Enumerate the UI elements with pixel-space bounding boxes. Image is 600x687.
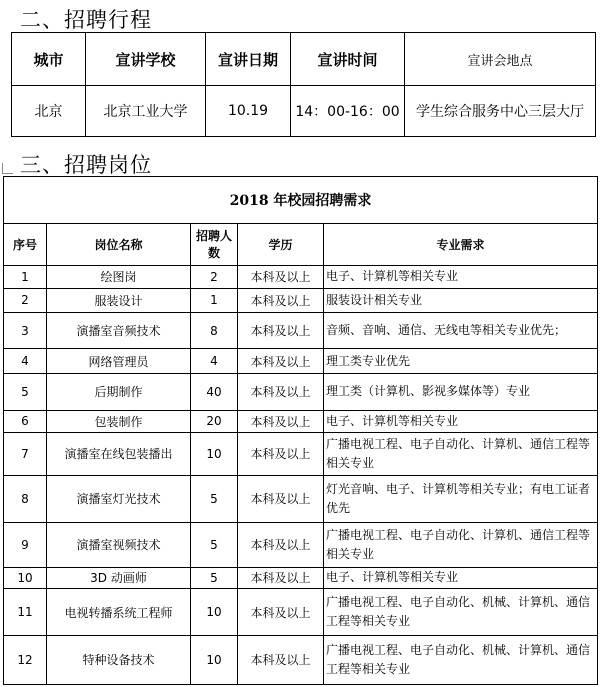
schedule-city: 北京 [12, 86, 86, 137]
position-major: 电子、计算机等相关专业 [324, 410, 598, 432]
position-major: 灯光音响、电子、计算机等相关专业；有电工证者优先 [324, 475, 598, 522]
header-venue: 宣讲会地点 [405, 33, 596, 86]
position-major: 服装设计相关专业 [324, 289, 598, 312]
header-date: 宣讲日期 [206, 33, 291, 86]
position-count: 10 [191, 635, 238, 684]
position-major: 广播电视工程、电子自动化、机械、计算机、通信工程等相关专业 [324, 635, 598, 684]
position-name: 网络管理员 [47, 349, 191, 373]
position-count: 10 [191, 432, 238, 475]
position-name: 演播室视频技术 [47, 522, 191, 567]
position-major: 广播电视工程、电子自动化、机械、计算机、通信工程等相关专业 [324, 589, 598, 636]
position-count: 1 [191, 289, 238, 312]
position-education: 本科及以上 [238, 475, 324, 522]
header-major: 专业需求 [324, 223, 598, 265]
position-count: 20 [191, 410, 238, 432]
schedule-header-row [12, 33, 596, 86]
header-school: 宣讲学校 [86, 33, 206, 86]
position-row [4, 567, 598, 588]
position-major: 广播电视工程、电子自动化、计算机、通信工程等相关专业 [324, 522, 598, 567]
schedule-date: 10.19 [206, 86, 291, 137]
positions-caption-row [4, 177, 598, 224]
position-education: 本科及以上 [238, 589, 324, 636]
section-title-schedule: 二、招聘行程 [20, 8, 152, 32]
row-number: 12 [4, 635, 47, 684]
position-count: 10 [191, 589, 238, 636]
row-number: 6 [4, 410, 47, 432]
header-city: 城市 [12, 33, 86, 86]
position-count: 5 [191, 475, 238, 522]
position-name: 演播室在线包装播出 [47, 432, 191, 475]
position-count: 4 [191, 349, 238, 373]
position-major: 音频、音响、通信、无线电等相关专业优先； [324, 312, 598, 349]
positions-header-row [4, 223, 598, 265]
position-education: 本科及以上 [238, 410, 324, 432]
position-major: 理工类（计算机、影视多媒体等）专业 [324, 373, 598, 410]
position-major: 电子、计算机等相关专业 [324, 265, 598, 288]
header-no: 序号 [4, 223, 47, 265]
row-number: 3 [4, 312, 47, 349]
corner-marker [2, 163, 13, 174]
row-number: 4 [4, 349, 47, 373]
position-education: 本科及以上 [238, 312, 324, 349]
position-education: 本科及以上 [238, 373, 324, 410]
position-major: 电子、计算机等相关专业 [324, 567, 598, 588]
schedule-venue: 学生综合服务中心三层大厅 [405, 86, 596, 137]
position-name: 演播室音频技术 [47, 312, 191, 349]
position-count: 5 [191, 567, 238, 588]
schedule-time: 14：00-16：00 [291, 86, 405, 137]
schedule-school: 北京工业大学 [86, 86, 206, 137]
position-count: 40 [191, 373, 238, 410]
positions-caption: 2018 年校园招聘需求 [4, 177, 598, 224]
row-number: 10 [4, 567, 47, 588]
row-number: 7 [4, 432, 47, 475]
position-name: 电视转播系统工程师 [47, 589, 191, 636]
position-name: 包装制作 [47, 410, 191, 432]
header-count: 招聘人数 [191, 223, 238, 265]
row-number: 9 [4, 522, 47, 567]
position-count: 2 [191, 265, 238, 288]
position-row [4, 373, 598, 410]
position-row [4, 475, 598, 522]
position-count: 8 [191, 312, 238, 349]
header-education: 学历 [238, 223, 324, 265]
position-major: 理工类专业优先 [324, 349, 598, 373]
header-position: 岗位名称 [47, 223, 191, 265]
row-number: 1 [4, 265, 47, 288]
position-education: 本科及以上 [238, 289, 324, 312]
position-row [4, 349, 598, 373]
position-name: 服装设计 [47, 289, 191, 312]
position-education: 本科及以上 [238, 522, 324, 567]
row-number: 2 [4, 289, 47, 312]
position-name: 演播室灯光技术 [47, 475, 191, 522]
row-number: 5 [4, 373, 47, 410]
position-row [4, 522, 598, 567]
position-row [4, 289, 598, 312]
position-name: 绘图岗 [47, 265, 191, 288]
position-education: 本科及以上 [238, 432, 324, 475]
position-row [4, 312, 598, 349]
schedule-table [11, 32, 596, 137]
position-row [4, 589, 598, 636]
position-major: 广播电视工程、电子自动化、计算机、通信工程等相关专业 [324, 432, 598, 475]
position-count: 5 [191, 522, 238, 567]
position-row [4, 265, 598, 288]
section-title-positions: 三、招聘岗位 [20, 153, 152, 177]
schedule-row [12, 86, 596, 137]
position-education: 本科及以上 [238, 635, 324, 684]
position-education: 本科及以上 [238, 349, 324, 373]
header-time: 宣讲时间 [291, 33, 405, 86]
position-education: 本科及以上 [238, 567, 324, 588]
position-name: 特种设备技术 [47, 635, 191, 684]
position-row [4, 432, 598, 475]
position-row [4, 635, 598, 684]
position-row [4, 410, 598, 432]
positions-table [3, 176, 598, 685]
position-education: 本科及以上 [238, 265, 324, 288]
position-name: 后期制作 [47, 373, 191, 410]
position-name: 3D 动画师 [47, 567, 191, 588]
row-number: 11 [4, 589, 47, 636]
row-number: 8 [4, 475, 47, 522]
